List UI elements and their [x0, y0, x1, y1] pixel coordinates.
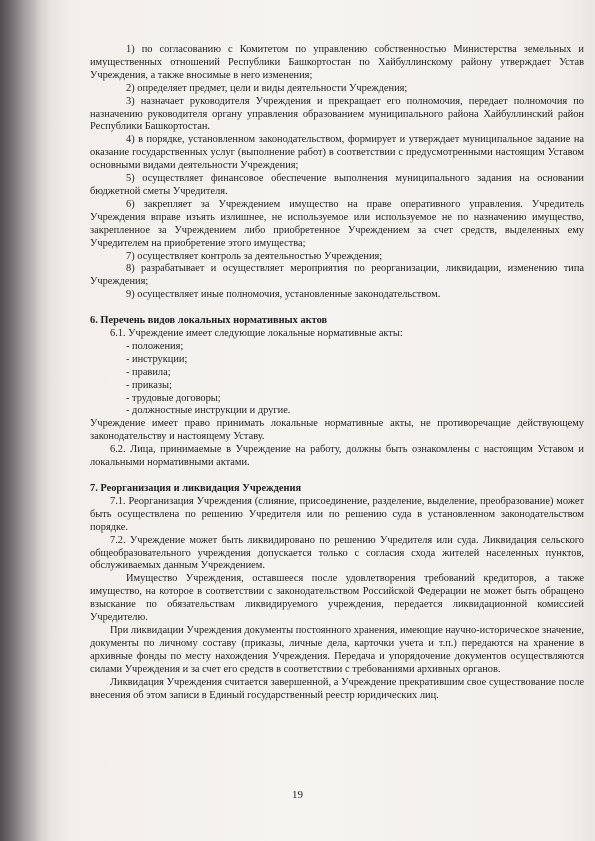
list-item: - трудовые договоры; — [126, 392, 221, 404]
paragraph-5-7: 7) осуществляет контроль за деятельностью Учреждения; — [126, 250, 383, 262]
section-7-title: 7. Реорганизация и ликвидация Учреждения — [90, 483, 302, 494]
page-number: 19 — [292, 789, 303, 801]
list-item: - инструкции; — [126, 353, 188, 365]
paragraph-5-1: 1) по согласованию с Комитетом по управлению собственностью Министерства земельных и имущественных отношений Республики Башкортостан по Хайбуллинскому району утверждает Устав Учреждения, а также вносимые в него изменения; — [90, 44, 584, 81]
page-content — [90, 44, 584, 702]
paragraph-5-4: 4) в порядке, установленном законодательством, формирует и утверждает муниципальное задание на оказание государственных услуг (выполнение работ) в соответствии с предусмотренными настоящим Уставом основными видами деятельности Учреждения; — [90, 134, 584, 172]
paragraph-5-8: 8) разрабатывает и осуществляет мероприятия по реорганизации, ликвидации, изменению типа Учреждения; — [90, 263, 584, 288]
paragraph-5-5: 5) осуществляет финансовое обеспечение выполнения муниципального задания на основании бюджетной сметы Учредителя. — [90, 173, 584, 197]
section-6-paragraph: Учреждение имеет право принимать локальные нормативные акты, не противоречащие действующему законодательству и настоящему Уставу. — [90, 418, 584, 443]
local-acts-list — [90, 341, 584, 418]
section-6-intro: 6.1. Учреждение имеет следующие локальные нормативные акты: — [110, 328, 403, 340]
paragraph-5-6: 6) закрепляет за Учреждением имущество на праве оперативного управления. Учредитель Учреждения вправе изъять излишнее, не используемое или используемое не по назначению имущество, закрепленное за Учреждением либо приобретенное Учреждением за счет средств, выделенных ему Учредителем на приобретение этого имущества; — [90, 198, 584, 249]
list-item: - правила; — [126, 366, 171, 378]
section-7-archive-paragraph: При ликвидации Учреждения документы постоянного хранения, имеющие научно-историческое значение, документы по личному составу (приказы, личные дела, карточки учета и т.п.) передаются на хранение в архивные фонды по месту нахождения Учреждения. Передача и упорядочение документов осуществляются силами Учреждения и за счет его средств в соответствии с требованиями архивных органов. — [90, 624, 584, 675]
section-7-property-paragraph: Имущество Учреждения, оставшееся после удовлетворения требований кредиторов, а также имущество, на которое в соответствии с законодательством Российской Федерации не может быть обращено взыскание по обязательствам ликвидируемого учреждения, передается ликвидационной комиссией Учредителю. — [90, 573, 584, 624]
section-6-title: 6. Перечень видов локальных нормативных актов — [90, 315, 328, 327]
list-item: - приказы; — [126, 379, 172, 391]
section-7-1-paragraph: 7.1. Реорганизация Учреждения (слияние, присоединение, разделение, выделение, преобразование) может быть осуществлена по решению Учредителя или по решению суда в установленном законодательством порядке. — [90, 495, 584, 533]
paragraph-5-9: 9) осуществляет иные полномочия, установленные законодательством. — [126, 289, 441, 301]
paragraph-5-3: 3) назначает руководителя Учреждения и прекращает его полномочия, передает полномочия по назначению руководителя органу управления образованием муниципального района Хайбуллинский район Республики Башкортостан. — [90, 95, 584, 133]
list-item: - положения; — [126, 340, 184, 352]
binding-shadow — [0, 0, 40, 841]
paragraph-5-2: 2) определяет предмет, цели и виды деятельности Учреждения; — [126, 82, 408, 94]
list-item: - должностные инструкции и другие. — [126, 405, 291, 417]
section-7-2-paragraph: 7.2. Учреждение может быть ликвидировано по решению Учредителя или суда. Ликвидация сельского общеобразовательного учреждения допускается только с согласия схода жителей населенных пунктов, обслуживаемых данным Учреждением. — [90, 534, 584, 572]
section-6-2-paragraph: 6.2. Лица, принимаемые в Учреждение на работу, должны быть ознакомлены с настоящим Уставом и локальными нормативными актами. — [90, 444, 584, 469]
section-7-completion-paragraph: Ликвидация Учреждения считается завершенной, а Учреждение прекратившим свое существование после внесения об этом записи в Единый государственный реестр юридических лиц. — [90, 676, 584, 701]
